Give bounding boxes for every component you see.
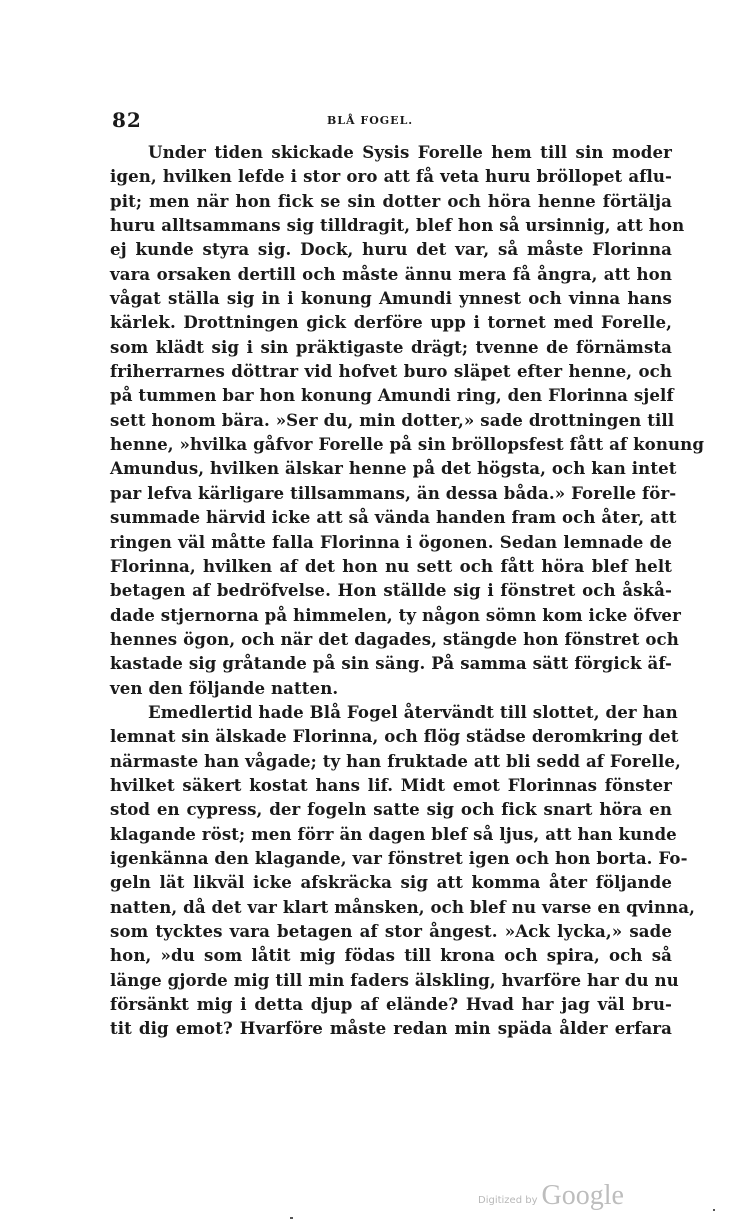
text-line: vågat ställa sig in i konung Amundi ynnest och vinna hans <box>110 288 672 309</box>
text-line: geln lät likväl icke afskräcka sig att komma åter följande <box>110 872 672 893</box>
google-digitized-watermark <box>478 1172 624 1212</box>
text-line: försänkt mig i detta djup af elände? Hvad har jag väl bru- <box>110 994 672 1015</box>
text-line: igen, hvilken lefde i stor oro att få veta huru bröllopet aflu- <box>110 166 672 187</box>
print-speck <box>713 1209 715 1211</box>
body-text <box>110 140 705 1041</box>
text-line: summade härvid icke att så vända handen fram och åter, att <box>110 507 677 528</box>
google-logo: Google <box>541 1180 624 1211</box>
text-line: ven den följande natten. <box>110 677 339 698</box>
text-line: dade stjernorna på himmelen, ty någon sömn kom icke öfver <box>110 604 681 625</box>
text-line: hvilket säkert kostat hans lif. Midt emot Florinnas fönster <box>110 774 672 795</box>
text-line: sett honom bära. »Ser du, min dotter,» sade drottningen till <box>110 409 675 430</box>
text-line: Amundus, hvilken älskar henne på det högsta, och kan intet <box>110 458 677 479</box>
watermark-prefix: Digitized by <box>478 1195 538 1206</box>
text-line: länge gjorde mig till min faders älskling, hvarföre har du nu <box>110 969 679 990</box>
text-line: betagen af bedröfvelse. Hon ställde sig i fönstret och åskå- <box>110 580 672 601</box>
text-line: ej kunde styra sig. Dock, huru det var, så måste Florinna <box>110 239 672 260</box>
text-line: Florinna, hvilken af det hon nu sett och fått höra blef helt <box>110 555 672 576</box>
page-number: 82 <box>112 108 142 132</box>
text-line: vara orsaken dertill och måste ännu mera få ångra, att hon <box>110 263 672 284</box>
text-line: klagande röst; men förr än dagen blef så ljus, att han kunde <box>110 823 677 844</box>
text-line: kärlek. Drottningen gick derföre upp i tornet med Forelle, <box>110 312 672 333</box>
text-line: hennes ögon, och när det dagades, stängde hon fönstret och <box>110 628 679 649</box>
text-line: tit dig emot? Hvarföre måste redan min späda ålder erfara <box>110 1018 672 1039</box>
text-line: henne, »hvilka gåfvor Forelle på sin bröllopsfest fått af konung <box>110 434 705 455</box>
text-line: stod en cypress, der fogeln satte sig och fick snart höra en <box>110 799 672 820</box>
text-line: friherrarnes döttrar vid hofvet buro släpet efter henne, och <box>110 361 672 382</box>
text-line: kastade sig gråtande på sin säng. På samma sätt förgick äf- <box>110 653 672 674</box>
text-line: hon, »du som låtit mig födas till krona och spira, och så <box>110 945 672 966</box>
text-line: som klädt sig i sin präktigaste drägt; tvenne de förnämsta <box>110 336 672 357</box>
text-line: huru alltsammans sig tilldragit, blef hon så ursinnig, att hon <box>110 215 685 236</box>
page-header <box>112 108 672 132</box>
running-title: BLÅ FOGEL. <box>327 114 414 127</box>
print-speck <box>290 1217 293 1219</box>
text-line: igenkänna den klagande, var fönstret igen och hon borta. Fo- <box>110 847 688 868</box>
text-line: par lefva kärligare tillsammans, än dessa båda.» Forelle för- <box>110 482 677 503</box>
text-line: Emedlertid hade Blå Fogel återvändt till slottet, der han <box>148 701 678 722</box>
text-line: natten, då det var klart månsken, och blef nu varse en qvinna, <box>110 896 696 917</box>
text-line: ringen väl måtte falla Florinna i ögonen. Sedan lemnade de <box>110 531 672 552</box>
text-line: närmaste han vågade; ty han fruktade att bli sedd af Forelle, <box>110 750 681 771</box>
text-line: på tummen bar hon konung Amundi ring, den Florinna sjelf <box>110 385 674 406</box>
text-line: som tycktes vara betagen af stor ångest. »Ack lycka,» sade <box>110 921 672 941</box>
text-line: pit; men när hon fick se sin dotter och höra henne förtälja <box>110 190 672 211</box>
text-line: Under tiden skickade Sysis Forelle hem till sin moder <box>148 142 672 162</box>
text-line: lemnat sin älskade Florinna, och flög städse deromkring det <box>110 726 679 747</box>
